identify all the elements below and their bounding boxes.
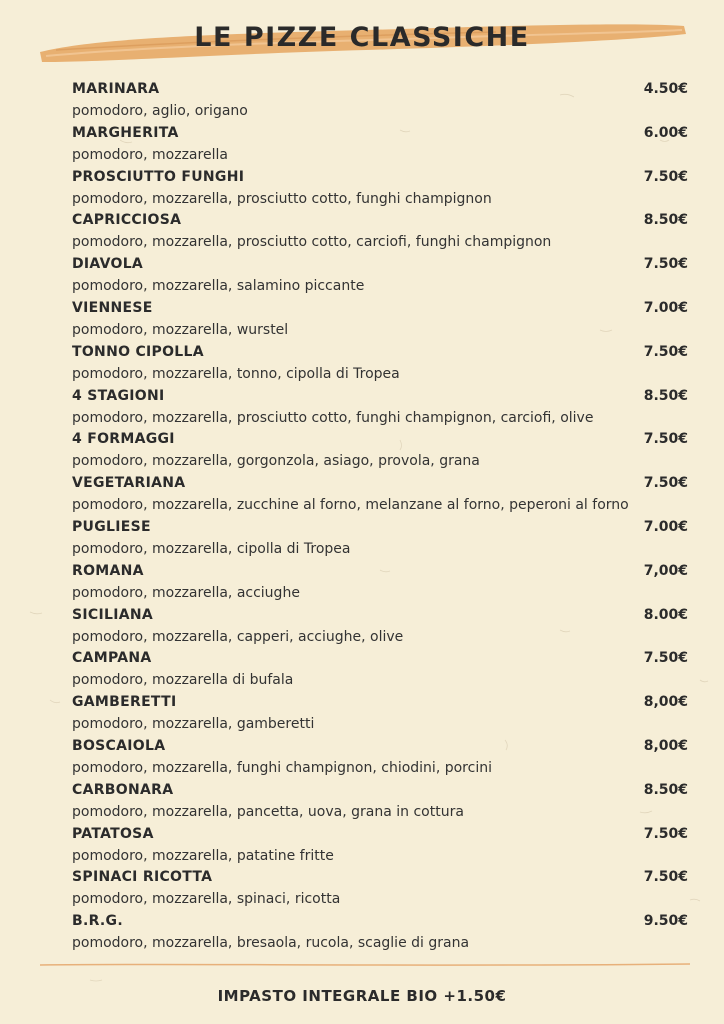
pizza-ingredients: pomodoro, mozzarella, wurstel — [72, 321, 289, 338]
pizza-ingredients: pomodoro, mozzarella, spinaci, ricotta — [72, 891, 341, 908]
menu-item — [72, 209, 688, 253]
pizza-ingredients: pomodoro, mozzarella, gorgonzola, asiago, provola, grana — [72, 453, 480, 470]
pizza-price: 7.50€ — [643, 431, 688, 448]
pizza-name: 4 FORMAGGI — [72, 431, 175, 448]
pizza-price: 7.50€ — [643, 475, 688, 492]
menu-item-header — [72, 910, 688, 932]
pizza-ingredients: pomodoro, mozzarella, acciughe — [72, 584, 300, 601]
page-title: LE PIZZE CLASSICHE — [194, 22, 530, 53]
pizza-price: 8,00€ — [643, 694, 688, 711]
pizza-price: 7.00€ — [643, 299, 688, 316]
menu-item-header — [72, 385, 688, 407]
pizza-price: 8.50€ — [643, 781, 688, 798]
menu-item-header — [72, 297, 688, 319]
menu-item-header — [72, 647, 688, 669]
pizza-name: PUGLIESE — [72, 518, 151, 535]
pizza-name: MARGHERITA — [72, 124, 179, 141]
menu-item-header — [72, 779, 688, 801]
pizza-price: 7.50€ — [643, 168, 688, 185]
pizza-ingredients: pomodoro, mozzarella, prosciutto cotto, funghi champignon, carciofi, olive — [72, 409, 594, 426]
menu-item — [72, 253, 688, 297]
pizza-name: PATATOSA — [72, 825, 154, 842]
pizza-ingredients: pomodoro, mozzarella, prosciutto cotto, funghi champignon — [72, 190, 492, 207]
pizza-name: VEGETARIANA — [72, 475, 186, 492]
pizza-name: B.R.G. — [72, 913, 123, 930]
menu-item — [72, 428, 688, 472]
pizza-price: 7.50€ — [643, 343, 688, 360]
footer-note: IMPASTO INTEGRALE BIO +1.50€ — [217, 987, 507, 1005]
pizza-ingredients: pomodoro, mozzarella, prosciutto cotto, carciofi, funghi champignon — [72, 234, 552, 251]
pizza-ingredients: pomodoro, aglio, origano — [72, 103, 248, 119]
menu-item-header — [72, 735, 688, 757]
menu-item — [72, 647, 688, 691]
pizza-name: SPINACI RICOTTA — [72, 869, 213, 886]
pizza-price: 8.00€ — [643, 606, 688, 623]
pizza-name: TONNO CIPOLLA — [72, 343, 204, 360]
pizza-price: 7.50€ — [643, 650, 688, 667]
pizza-price: 8.50€ — [643, 387, 688, 404]
pizza-price: 7,00€ — [643, 562, 688, 579]
pizza-ingredients: pomodoro, mozzarella, patatine fritte — [72, 847, 334, 864]
menu-item-header — [72, 209, 688, 231]
pizza-ingredients: pomodoro, mozzarella, pancetta, uova, grana in cottura — [72, 803, 464, 820]
pizza-price: 8,00€ — [643, 737, 688, 754]
menu-item-header — [72, 560, 688, 582]
pizza-price: 4.50€ — [643, 81, 688, 97]
menu-item — [72, 910, 688, 954]
menu-item — [72, 691, 688, 735]
pizza-ingredients: pomodoro, mozzarella, cipolla di Tropea — [72, 540, 351, 557]
menu-item — [72, 385, 688, 429]
pizza-price: 7.50€ — [643, 869, 688, 886]
menu-item — [72, 341, 688, 385]
pizza-name: MARINARA — [72, 81, 160, 97]
pizza-name: VIENNESE — [72, 299, 153, 316]
pizza-ingredients: pomodoro, mozzarella, salamino piccante — [72, 278, 365, 295]
pizza-name: DIAVOLA — [72, 256, 144, 273]
pizza-ingredients: pomodoro, mozzarella di bufala — [72, 672, 294, 689]
pizza-price: 7.00€ — [643, 518, 688, 535]
menu-item-header — [72, 823, 688, 845]
menu-item — [72, 735, 688, 779]
menu-item — [72, 604, 688, 648]
pizza-price: 7.50€ — [643, 256, 688, 273]
menu-item-header — [72, 604, 688, 626]
pizza-name: GAMBERETTI — [72, 694, 177, 711]
menu-item — [72, 297, 688, 341]
pizza-name: ROMANA — [72, 562, 144, 579]
pizza-ingredients: pomodoro, mozzarella, bresaola, rucola, scaglie di grana — [72, 935, 470, 952]
pizza-ingredients: pomodoro, mozzarella, funghi champignon, chiodini, porcini — [72, 759, 492, 776]
pizza-name: SICILIANA — [72, 606, 153, 623]
pizza-ingredients: pomodoro, mozzarella, capperi, acciughe, olive — [72, 628, 404, 645]
menu-item-header — [72, 472, 688, 494]
pizza-ingredients: pomodoro, mozzarella, tonno, cipolla di Tropea — [72, 365, 400, 382]
pizza-price: 9.50€ — [643, 913, 688, 930]
menu-item-header — [72, 122, 688, 144]
bottom-divider — [40, 960, 690, 970]
menu-item — [72, 866, 688, 910]
menu-item — [72, 779, 688, 823]
menu-item-header — [72, 253, 688, 275]
pizza-ingredients: pomodoro, mozzarella, zucchine al forno, melanzane al forno, peperoni al forno — [72, 497, 629, 514]
pizza-ingredients: pomodoro, mozzarella, gamberetti — [72, 716, 315, 733]
pizza-menu-list — [72, 78, 688, 954]
menu-item — [72, 823, 688, 867]
menu-item — [72, 166, 688, 210]
menu-item-header — [72, 341, 688, 363]
menu-item — [72, 122, 688, 166]
menu-item-header — [72, 166, 688, 188]
menu-item-header — [72, 691, 688, 713]
pizza-price: 8.50€ — [643, 212, 688, 229]
menu-item-header — [72, 516, 688, 538]
pizza-name: BOSCAIOLA — [72, 737, 166, 754]
pizza-name: PROSCIUTTO FUNGHI — [72, 168, 245, 185]
pizza-ingredients: pomodoro, mozzarella — [72, 146, 228, 163]
menu-item — [72, 516, 688, 560]
pizza-name: CAPRICCIOSA — [72, 212, 182, 229]
menu-item — [72, 560, 688, 604]
pizza-price: 7.50€ — [643, 825, 688, 842]
pizza-name: 4 STAGIONI — [72, 387, 165, 404]
menu-item-header — [72, 78, 688, 100]
menu-item-header — [72, 428, 688, 450]
menu-item-header — [72, 866, 688, 888]
pizza-name: CAMPANA — [72, 650, 152, 667]
pizza-name: CARBONARA — [72, 781, 174, 798]
menu-item — [72, 472, 688, 516]
menu-item — [72, 78, 688, 122]
pizza-price: 6.00€ — [643, 124, 688, 141]
